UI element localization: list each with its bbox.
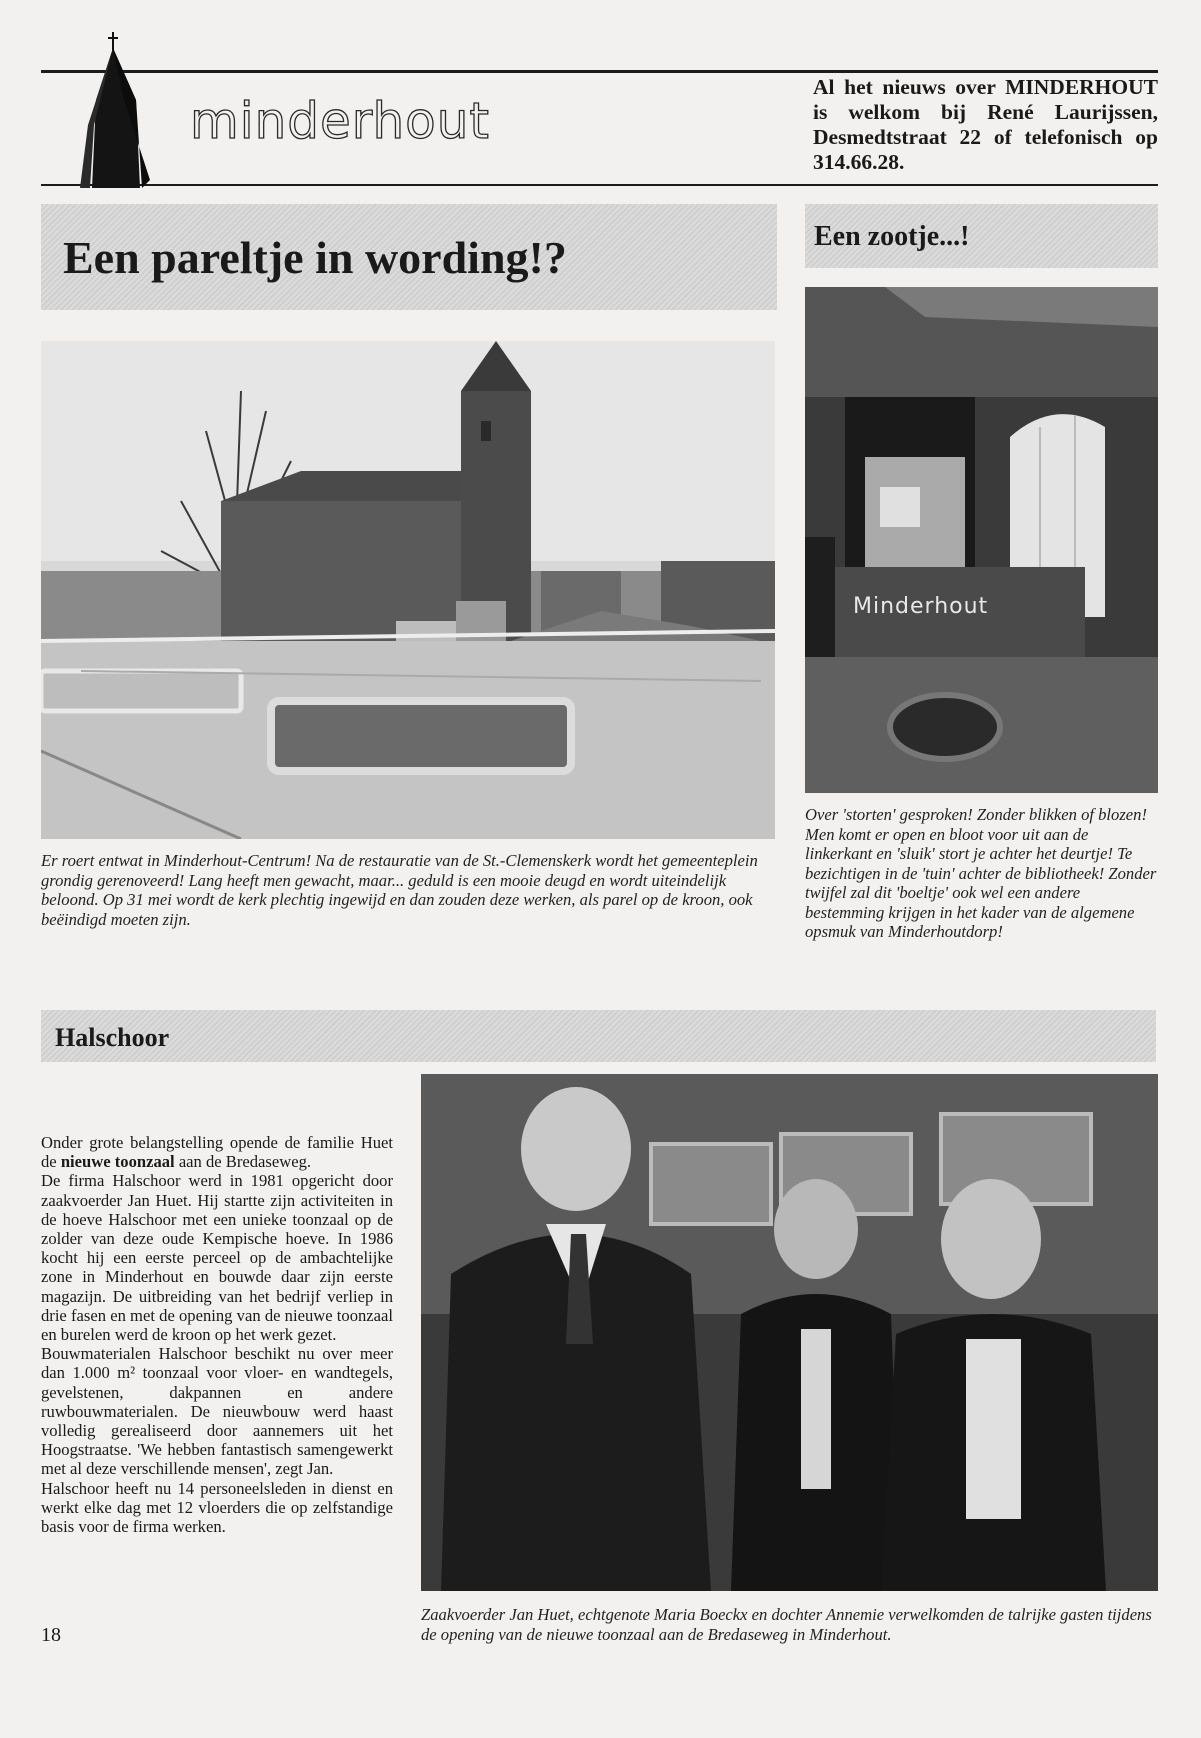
article3-headline: Halschoor — [55, 1023, 170, 1052]
article3-caption: Zaakvoerder Jan Huet, echtgenote Maria Boeckx en dochter Annemie verwelkomden de talrijke gasten tijdens de opening van de nieuwe toonzaal aan de Bredaseweg in Minderhout. — [421, 1605, 1152, 1644]
article1-caption: Er roert entwat in Minderhout-Centrum! Na de restauratie van de St.-Clemenskerk wordt het gemeenteplein grondig gerenoveerd! Lang heeft men gewacht, maar... geduld is een mooie deugd en wordt uiteindelijk beloond. Op 31 mei wordt de kerk plechtig ingewijd en dan zouden deze werken, als parel op de kroon, ook beëindigd moeten zijn. — [41, 851, 758, 929]
paragraph-bold-text: nieuwe toonzaal — [60, 1152, 175, 1172]
masthead-bottom-rule — [41, 184, 1158, 186]
article1-photo — [41, 341, 775, 839]
headline-banner — [805, 204, 1158, 268]
article3-paragraph: Bouwmaterialen Halschoor beschikt nu over meer dan 1.000 m² toonzaal voor vloer- en wandtegels, gevelstenen, dakpannen en andere ruwbouwmaterialen. De nieuwbouw werd haast volledig gerealiseerd door aannemers uit het Hoogstraatse. 'We hebben fantastisch samengewerkt met al deze verschillende mensen', zegt Jan. — [41, 1344, 393, 1479]
article2-headline: Een zootje...! — [814, 221, 970, 252]
article3-photo — [421, 1074, 1158, 1591]
article1-headline: Een pareltje in wording!? — [63, 232, 567, 283]
paragraph-text: aan de Bredaseweg. — [174, 1152, 312, 1172]
masthead-contact: Al het nieuws over MINDERHOUT is welkom bij René Laurijssen, Desmedtstraat 22 of telefonisch op 314.66.28. — [813, 75, 1158, 174]
paragraph-text: Onder grote belangstelling opende de familie Huet de — [41, 1133, 393, 1172]
headline-banner — [41, 1010, 1156, 1062]
minderhout-sign-text: Minderhout — [853, 594, 989, 619]
page-number: 18 — [41, 1624, 61, 1646]
article3-body — [41, 1133, 393, 1536]
masthead-title: minderhout — [190, 92, 491, 150]
masthead-top-rule — [41, 70, 1158, 73]
article3-paragraph: Halschoor heeft nu 14 personeelsleden in dienst en werkt elke dag met 12 vloerders die op zelfstandige basis voor de firma werken. — [41, 1478, 393, 1537]
headline-banner — [41, 204, 777, 310]
article2-caption: Over 'storten' gesproken! Zonder blikken of blozen! Men komt er open en bloot voor uit aan de linkerkant en 'sluik' stort je achter het deurtje! Te bezichtigen in de 'tuin' achter de bibliotheek! Zonder twijfel zal dit 'boeltje' ook wel een andere bestemming krijgen in het kader van de algemene opsmuk van Minderhoutdorp! — [805, 805, 1157, 941]
church-tower-logo — [80, 30, 160, 190]
article2-photo — [805, 287, 1158, 793]
article3-paragraph — [41, 1133, 393, 1171]
article3-paragraph: De firma Halschoor werd in 1981 opgericht door zaakvoerder Jan Huet. Hij startte zijn activiteiten in de hoeve Halschoor met een unieke toonzaal op de zolder van deze oude Kempische hoeve. In 1986 kocht hij een eerste perceel op de ambachtelijke zone in Minderhout en bouwde daar zijn eerste magazijn. De uitbreiding van het bedrijf verliep in drie fasen en met de opening van de nieuwe toonzaal en burelen werd de kroon op het werk gezet. — [41, 1171, 393, 1345]
